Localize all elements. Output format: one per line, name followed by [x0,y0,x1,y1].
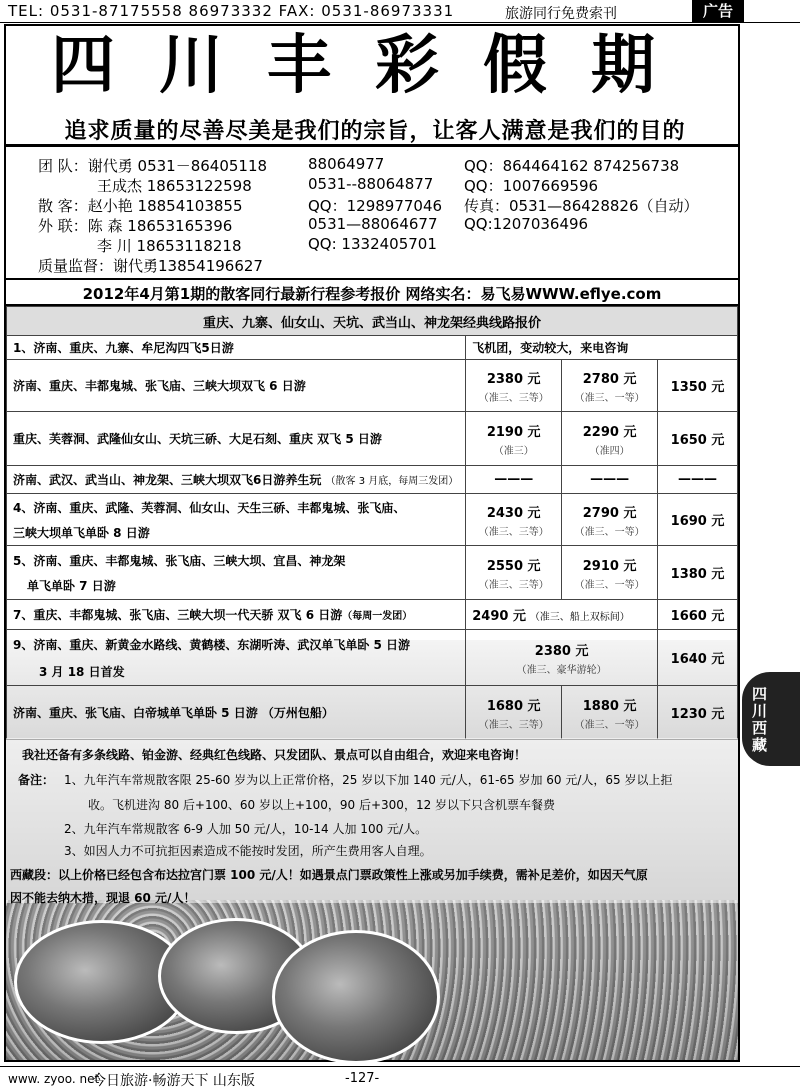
table-row [7,360,738,412]
top-contact-bar [0,0,800,23]
note-item: 2、九年汽车常规散客 6-9 人加 50 元/人，10-14 人加 100 元/人。 [64,822,428,836]
price: 2380 元 [534,643,589,659]
contact-cell: 王成杰 18653122598 [97,177,252,195]
price-cell [466,466,562,494]
contact-cell: 0531—88064677 [308,215,438,233]
price: 1880 元 [582,698,637,714]
price-cell [658,546,738,600]
price-cell [466,600,658,630]
price-note: （准三、三等） [478,579,549,591]
issue-line: 2012年4月第1期的散客同行最新行程参考报价 网络实名：易飞易WWW.eflye.com [82,285,662,303]
price-note: （准三、船上双标间） [529,612,630,623]
contact-cell: QQ:1207036496 [464,215,589,233]
route-cell: 1、济南、重庆、九寨、牟尼沟四飞5日游 [7,336,466,360]
table-row [7,494,738,546]
price-cell [562,466,658,494]
notes-label: 备注： [18,773,55,787]
contact-cell: 团 队：谢代勇 0531－86405118 [38,157,268,175]
price-cell [658,494,738,546]
footer-slogan: 今日旅游·畅游天下 山东版 [92,1073,255,1089]
contact-cell: 李 川 18653118218 [97,237,242,255]
price-cell [466,546,562,600]
canyon-photo [272,930,440,1064]
contact-cell: QQ：864464162 874256738 [464,157,680,175]
route-cell: 重庆、芙蓉洞、武隆仙女山、天坑三硚、大足石刻、重庆 双飞 5 日游 [7,412,466,466]
price-cell [466,412,562,466]
route-note: （散客 3 月底，每周三发团） [325,476,459,487]
route-text: 单飞单卧 7 日游 [27,578,116,593]
route-cell [7,600,466,630]
price-note: （准三、一等） [574,526,645,538]
price-cell [562,686,658,740]
price-cell [658,600,738,630]
price-cell [466,360,562,412]
price: 1640 元 [670,652,725,667]
price: 1690 元 [670,514,725,529]
contact-cell: 0531--88064877 [308,175,434,193]
route-cell [7,466,466,494]
page-number: -127- [345,1071,380,1086]
price-cell [658,686,738,740]
price: 2910 元 [582,558,637,574]
price-note: （准三、一等） [574,579,645,591]
price: ——— [494,472,534,487]
price: 1230 元 [670,707,725,722]
slogan: 追求质量的尽善尽美是我们的宗旨，让客人满意是我们的目的 [64,119,686,144]
route-cell: 济南、重庆、丰都鬼城、张飞庙、三峡大坝双飞 6 日游 [7,360,466,412]
divider [6,144,738,147]
side-tab-label: 四川西藏 [752,685,768,754]
price-cell [658,466,738,494]
side-tab [742,672,800,766]
price: 2290 元 [582,424,637,440]
price-cell [658,630,738,686]
ad-label: 广告 [692,0,744,22]
footer [0,1066,800,1091]
info-cell: 飞机团，变动较大，来电咨询 [466,336,738,360]
contact-cell: 传真：0531—86428826（自动） [464,197,699,215]
header-contact: TEL: 0531-87175558 86973332 FAX: 0531-86973331 [8,2,455,20]
route-cell: 济南、重庆、张飞庙、白帝城单飞单卧 5 日游 （万州包船） [7,686,466,740]
price: 2790 元 [582,505,637,521]
table-row [7,600,738,630]
brand-title: 四川丰彩假期 [51,28,699,103]
table-row [7,336,738,360]
route-cell [7,630,466,686]
price-note: （准三、三等） [478,526,549,538]
route-text: 4、济南、重庆、武隆、芙蓉洞、仙女山、天生三硚、丰都鬼城、张飞庙、 [13,500,406,515]
price: 1650 元 [670,433,725,448]
price: 2490 元 [472,609,526,624]
price: 2780 元 [582,371,637,387]
price-note: （准三、一等） [574,719,645,731]
price: 2430 元 [486,505,541,521]
price: 1680 元 [486,698,541,714]
price: 1660 元 [670,609,725,624]
route-note: （每周一发团） [342,611,413,622]
note-item: 收。飞机进沟 80 后+100、60 岁以上+100，90 后+300，12 岁以下只含机票车餐费 [88,798,556,812]
price-cell [658,412,738,466]
price-cell [466,494,562,546]
table-row [7,412,738,466]
price: 2190 元 [486,424,541,440]
price-cell [562,412,658,466]
contact-cell: 88064977 [308,155,385,173]
price: 1350 元 [670,380,725,395]
price: 2380 元 [486,371,541,387]
contact-cell: QQ：1298977046 [308,197,443,215]
table-row [7,546,738,600]
table-row [7,630,738,686]
contact-cell: QQ：1007669596 [464,177,599,195]
route-text: 三峡大坝单飞单卧 8 日游 [13,525,150,540]
header-tagline: 旅游同行免费索刊 [505,6,617,22]
price-cell [658,360,738,412]
price-cell [466,630,658,686]
price-note: （准四） [589,445,630,457]
notes-intro: 我社还备有多条线路、铂金游、经典红色线路、只发团队、景点可以自由组合，欢迎来电咨询！ [22,748,527,762]
price: 1380 元 [670,567,725,582]
route-cell [7,494,466,546]
price-note: （准三、一等） [574,392,645,404]
route-cell [7,546,466,600]
price-cell [562,494,658,546]
price-note: （准三） [493,445,534,457]
route-text: 5、济南、重庆、丰都鬼城、张飞庙、三峡大坝、宜昌、神龙架 [13,553,346,568]
note-item: 1、九年汽车常规散客限 25-60 岁为以上正常价格，25 岁以下加 140 元/人，61-65 岁加 60 元/人，65 岁以上拒 [64,773,673,787]
route-text: 济南、武汉、武当山、神龙架、三峡大坝双飞6日游养生玩 [13,473,322,487]
price-cell [562,360,658,412]
contact-cell: QQ: 1332405701 [308,235,437,253]
price: ——— [678,472,718,487]
price-cell [466,686,562,740]
note-item: 3、如因人力不可抗拒因素造成不能按时发团，所产生费用客人自理。 [64,844,432,858]
price-note: （准三、豪华游轮） [516,664,607,676]
contact-cell: 外 联：陈 森 18653165396 [38,217,233,235]
price-cell [562,546,658,600]
table-header: 重庆、九寨、仙女山、天坑、武当山、神龙架经典线路报价 [7,307,738,336]
route-text: 9、济南、重庆、新黄金水路线、黄鹤楼、东湖听涛、武汉单飞单卧 5 日游 [13,637,411,652]
tibet-note: 西藏段：以上价格已经包含布达拉宫门票 100 元/人！如遇景点门票政策性上涨或另加手续费，需补足差价，如因天气原 [10,868,648,882]
price-note: （准三、三等） [478,392,549,404]
contact-cell: 质量监督：谢代勇13854196627 [38,257,263,275]
price: ——— [590,472,630,487]
table-row [7,466,738,494]
price: 2550 元 [486,558,541,574]
contact-cell: 散 客：赵小艳 18854103855 [38,197,243,215]
footer-site: www. zyoo. net [8,1072,100,1086]
route-text: 7、重庆、丰都鬼城、张飞庙、三峡大坝一代天骄 双飞 6 日游 [13,608,343,622]
price-note: （准三、三等） [478,719,549,731]
tibet-note: 因不能去纳木措，现退 60 元/人！ [10,891,196,905]
route-text: 3 月 18 日首发 [39,664,125,679]
price-table [6,306,738,740]
table-row [7,686,738,740]
